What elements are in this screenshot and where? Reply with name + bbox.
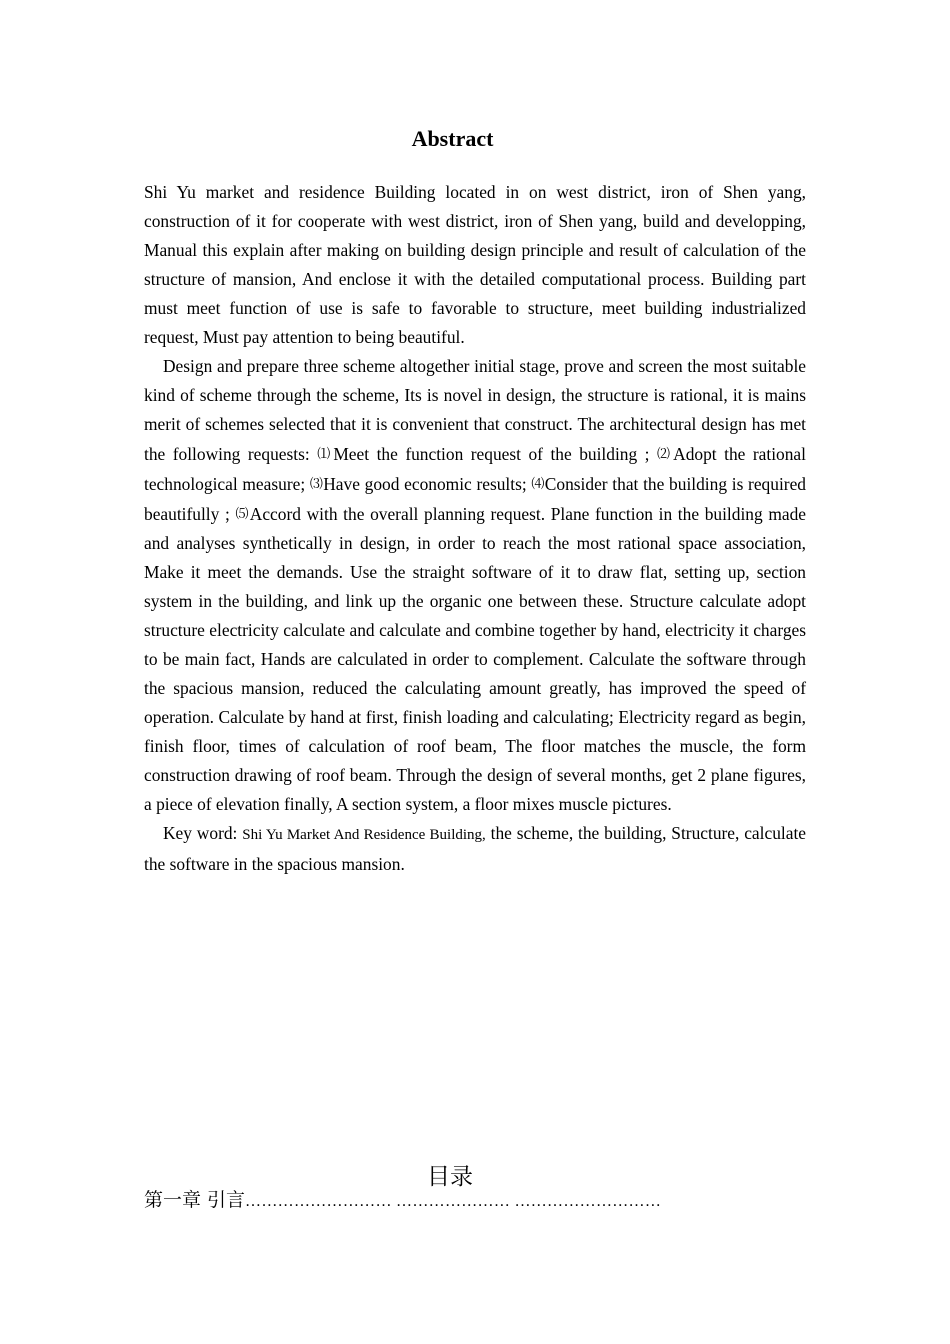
paragraph-1-text: Shi Yu market and residence Building located in on west district, iron of Shen yang, construction of it for cooperate with west district, iron of Shen yang, build and developping, Manual this explain after making on building design principle and result of calculation of the structure of mansion, And enclose it with the detailed computational process. Building part must meet function of use is safe to favorable to structure, meet building industrialized request, Must pay attention to being beautiful.: [144, 182, 806, 347]
toc-leader-dots-3: ………………………: [510, 1193, 662, 1210]
list-marker-2: ⑵: [657, 446, 674, 461]
keywords-project-name: Shi Yu Market And Residence Building,: [242, 827, 486, 843]
request-4-text: Consider that the building is required beautifully ;: [144, 474, 806, 524]
request-5-text: Accord with the overall planning request. Plane function in the building made and analyses synthetically in design, in order to reach the most rational space association, Make it meet the demands. Use the straight software of it to draw flat, setting up, section system in the building, and link up the organic one between these. Structure calculate adopt structure electricity calculate and calculate and combine together by hand, electricity it charges to be main fact, Hands are calculated in order to complement. Calculate the software through the spacious mansion, reduced the calculating amount greatly, has improved the speed of operation. Calculate by hand at first, finish loading and calculating; Electricity regard as begin, finish floor, times of calculation of roof beam, The floor matches the muscle, the form construction drawing of roof beam. Through the design of several months, get 2 plane figures, a piece of elevation finally, A section system, a floor mixes muscle pictures.: [144, 504, 806, 814]
list-marker-3: ⑶: [309, 476, 324, 491]
list-marker-5: ⑸: [235, 506, 250, 521]
keywords-label: Key word:: [163, 823, 243, 843]
toc-leader-dots-2: …………………: [391, 1193, 511, 1210]
list-marker-1: ⑴: [317, 446, 334, 461]
request-3-text: Have good economic results;: [323, 474, 532, 494]
toc-entry-label: 第一章 引言: [144, 1189, 246, 1211]
abstract-body: [144, 178, 806, 879]
abstract-paragraph-1: [144, 178, 806, 352]
abstract-title: Abstract: [411, 126, 494, 151]
keywords-paragraph: [144, 819, 806, 879]
paragraph-2-text: Design and prepare three scheme altogether initial stage, prove and screen the most suitable kind of scheme through the scheme, Its is novel in design, the structure is rational, it is mains merit of schemes selected that it is convenient that construct. The architectural design has met the following requests:: [144, 356, 806, 464]
request-2-text: Adopt the rational technological measure;: [144, 444, 806, 494]
toc-title: 目录: [427, 1164, 473, 1190]
toc-entry-chapter-1[interactable]: [144, 1185, 661, 1212]
request-1-text: Meet the function request of the building ;: [333, 444, 657, 464]
abstract-paragraph-2: [144, 352, 806, 819]
keywords-rest: the scheme, the building, Structure, calculate the software in the spacious mansion.: [144, 823, 806, 874]
list-marker-4: ⑷: [531, 476, 545, 491]
toc-leader-dots-1: ………………………: [245, 1193, 392, 1210]
